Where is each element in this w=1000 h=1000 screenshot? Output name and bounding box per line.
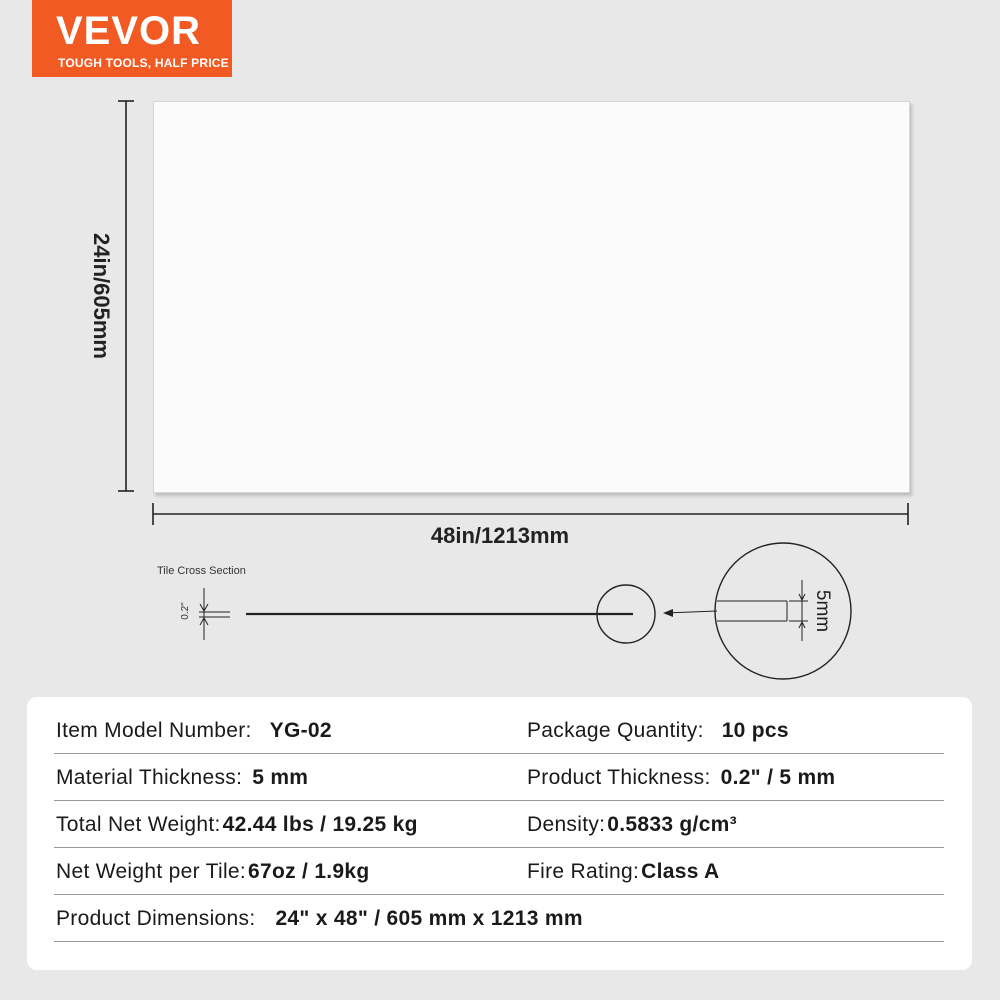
spec-value: 0.2" / 5 mm [720, 766, 836, 789]
spec-value: Class A [641, 860, 720, 883]
spec-product-dimensions [56, 907, 583, 931]
spec-value: 24" x 48" / 605 mm x 1213 mm [275, 907, 583, 930]
spec-value: 10 pcs [721, 719, 789, 742]
spec-density [527, 813, 737, 837]
spec-value: 5 mm [252, 766, 309, 789]
spec-row [54, 801, 944, 848]
spec-row [54, 895, 944, 942]
spec-label: Material Thickness: [56, 766, 243, 789]
spec-label: Package Quantity: [527, 719, 704, 742]
spec-value: 42.44 lbs / 19.25 kg [222, 813, 418, 836]
specs-panel [27, 697, 972, 970]
cross-section-title: Tile Cross Section [157, 565, 246, 577]
spec-label: Net Weight per Tile: [56, 860, 247, 883]
spec-material-thickness [56, 766, 308, 790]
spec-row [54, 754, 944, 801]
height-dimension-label: 24in/605mm [89, 233, 114, 359]
spec-label: Density: [527, 813, 606, 836]
brand-name: VEVOR [56, 9, 202, 53]
spec-label: Fire Rating: [527, 860, 640, 883]
spec-item-model [56, 719, 332, 743]
spec-value: 67oz / 1.9kg [248, 860, 370, 883]
spec-package-quantity [527, 719, 789, 743]
spec-value: 0.5833 g/cm³ [607, 813, 737, 836]
spec-label: Item Model Number: [56, 719, 252, 742]
spec-label: Product Dimensions: [56, 907, 256, 930]
spec-label: Product Thickness: [527, 766, 711, 789]
cross-section-thickness-label: 0.2" [180, 602, 191, 620]
spec-label: Total Net Weight: [56, 813, 221, 836]
detail-thickness-label: 5mm [812, 589, 833, 633]
brand-tagline: TOUGH TOOLS, HALF PRICE [58, 56, 229, 70]
spec-fire-rating [527, 860, 720, 884]
spec-row [54, 707, 944, 754]
spec-net-weight-per-tile [56, 860, 370, 884]
width-dimension-label: 48in/1213mm [430, 523, 570, 548]
spec-row [54, 848, 944, 895]
spec-product-thickness [527, 766, 835, 790]
spec-value: YG-02 [269, 719, 332, 742]
spec-total-net-weight [56, 813, 418, 837]
leader-arrowhead [663, 609, 673, 617]
